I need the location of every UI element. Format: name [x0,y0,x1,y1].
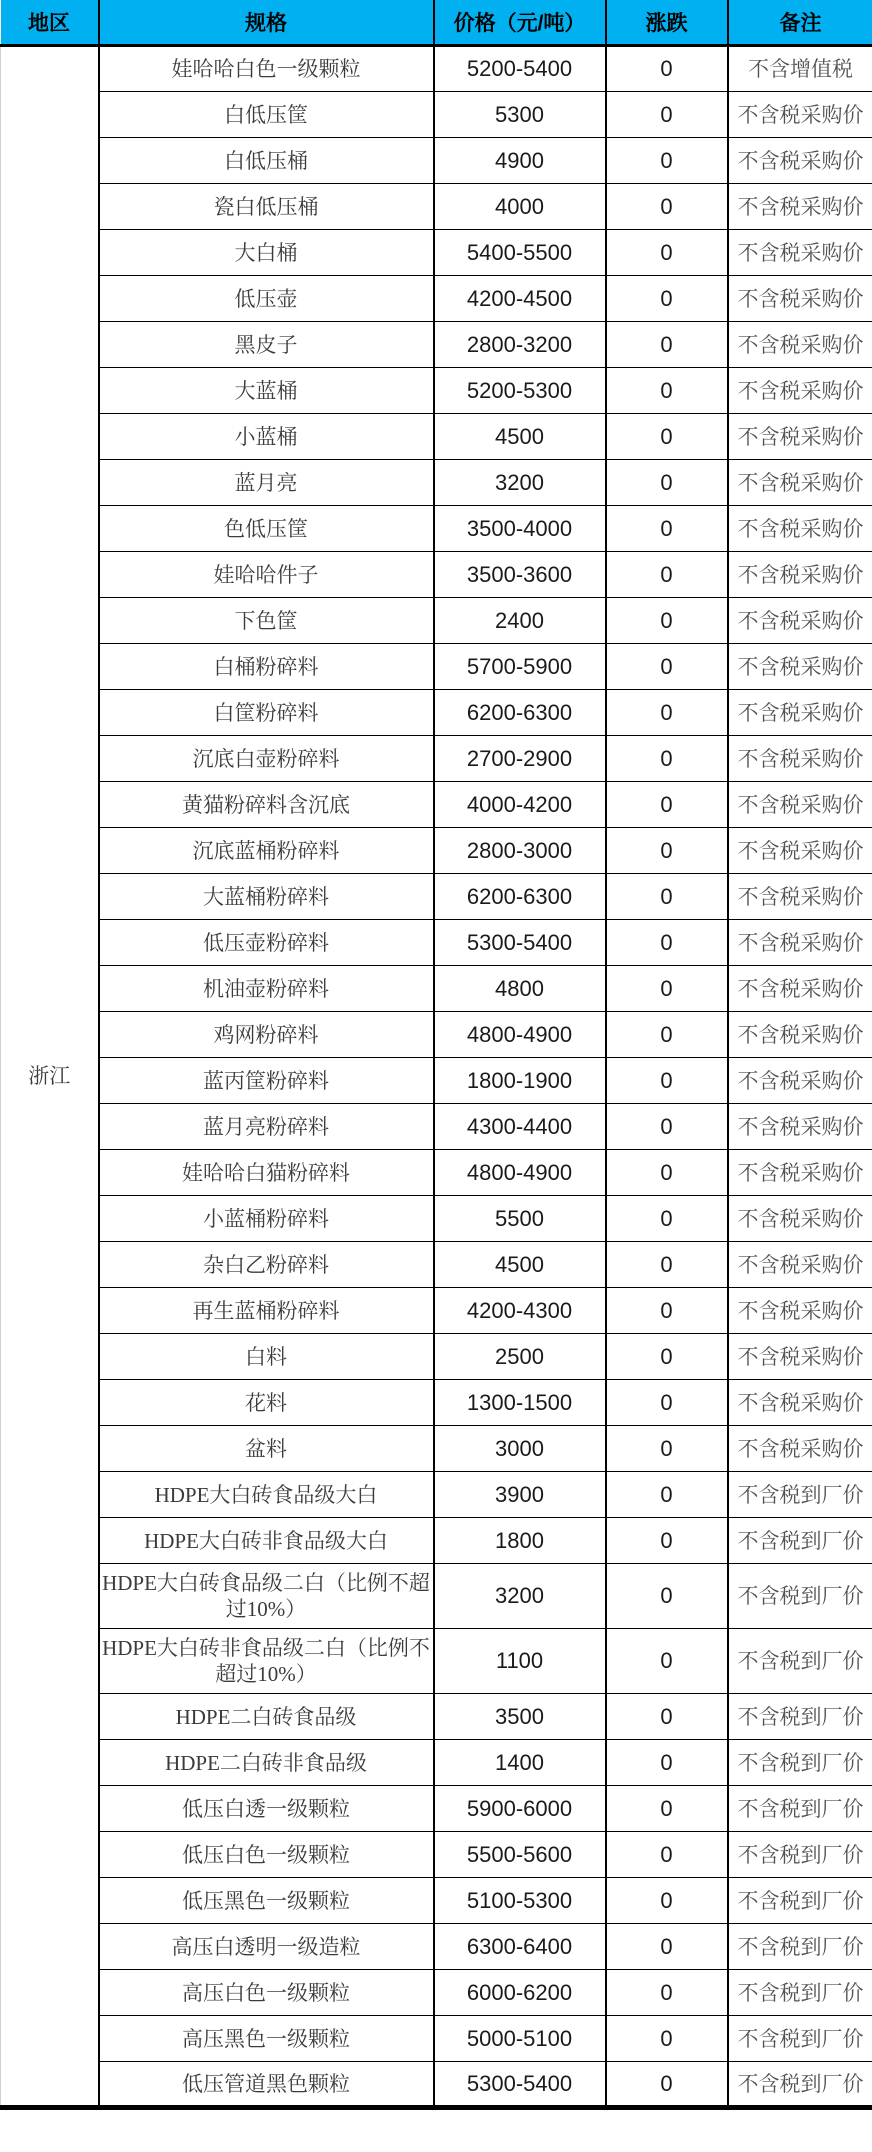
table-row [1,1629,872,1694]
price-cell: 4000-4200 [434,782,606,828]
note-cell: 不含税到厂价 [728,1564,872,1629]
spec-cell: HDPE二白砖非食品级 [99,1740,434,1786]
spec-cell: 低压白色一级颗粒 [99,1832,434,1878]
change-cell: 0 [606,322,728,368]
change-cell: 0 [606,1564,728,1629]
table-row [1,1970,872,2016]
note-cell: 不含税采购价 [728,1426,872,1472]
change-cell: 0 [606,736,728,782]
price-cell: 4800-4900 [434,1150,606,1196]
price-cell: 3200 [434,460,606,506]
note-cell: 不含税到厂价 [728,2062,872,2108]
price-cell: 1800-1900 [434,1058,606,1104]
note-cell: 不含税到厂价 [728,1472,872,1518]
price-cell: 4000 [434,184,606,230]
table-row [1,690,872,736]
table-row [1,138,872,184]
change-cell: 0 [606,1694,728,1740]
table-row [1,1832,872,1878]
table-row [1,782,872,828]
table-row [1,598,872,644]
change-cell: 0 [606,460,728,506]
spec-cell: 高压白透明一级造粒 [99,1924,434,1970]
change-cell: 0 [606,184,728,230]
price-cell: 2500 [434,1334,606,1380]
note-cell: 不含税采购价 [728,322,872,368]
price-cell: 5300 [434,92,606,138]
note-cell: 不含税采购价 [728,506,872,552]
change-cell: 0 [606,2016,728,2062]
price-cell: 2400 [434,598,606,644]
table-row [1,1786,872,1832]
note-cell: 不含税采购价 [728,874,872,920]
spec-cell: 白桶粉碎料 [99,644,434,690]
spec-cell: 花料 [99,1380,434,1426]
price-cell: 3500-3600 [434,552,606,598]
spec-cell: 高压白色一级颗粒 [99,1970,434,2016]
col-header-spec: 规格 [99,0,434,46]
note-cell: 不含税采购价 [728,230,872,276]
change-cell: 0 [606,1740,728,1786]
price-cell: 2800-3200 [434,322,606,368]
note-cell: 不含税到厂价 [728,1924,872,1970]
spec-cell: HDPE大白砖非食品级大白 [99,1518,434,1564]
change-cell: 0 [606,644,728,690]
spec-cell: 沉底蓝桶粉碎料 [99,828,434,874]
change-cell: 0 [606,1832,728,1878]
table-row [1,184,872,230]
spec-cell: 大蓝桶 [99,368,434,414]
table-row [1,1518,872,1564]
spec-cell: 盆料 [99,1426,434,1472]
price-cell: 3200 [434,1564,606,1629]
change-cell: 0 [606,1380,728,1426]
table-row [1,1472,872,1518]
note-cell: 不含税到厂价 [728,1970,872,2016]
price-cell: 4300-4400 [434,1104,606,1150]
change-cell: 0 [606,506,728,552]
spec-cell: 小蓝桶粉碎料 [99,1196,434,1242]
change-cell: 0 [606,782,728,828]
col-header-change: 涨跌 [606,0,728,46]
change-cell: 0 [606,1426,728,1472]
note-cell: 不含税到厂价 [728,1786,872,1832]
table-row [1,46,872,92]
table-row [1,1196,872,1242]
spec-cell: 白筐粉碎料 [99,690,434,736]
table-row [1,2062,872,2108]
spec-cell: 黑皮子 [99,322,434,368]
note-cell: 不含税采购价 [728,368,872,414]
note-cell: 不含税采购价 [728,690,872,736]
spec-cell: 低压黑色一级颗粒 [99,1878,434,1924]
note-cell: 不含税采购价 [728,1104,872,1150]
price-cell: 4800-4900 [434,1012,606,1058]
price-cell: 6000-6200 [434,1970,606,2016]
price-cell: 5000-5100 [434,2016,606,2062]
table-row [1,414,872,460]
note-cell: 不含税采购价 [728,552,872,598]
change-cell: 0 [606,1012,728,1058]
table-row [1,1380,872,1426]
note-cell: 不含税采购价 [728,782,872,828]
price-cell: 3500-4000 [434,506,606,552]
note-cell: 不含税到厂价 [728,2016,872,2062]
spec-cell: HDPE大白砖非食品级二白（比例不超过10%） [99,1629,434,1694]
table-row [1,1058,872,1104]
price-cell: 5500 [434,1196,606,1242]
note-cell: 不含增值税 [728,46,872,92]
change-cell: 0 [606,1878,728,1924]
spec-cell: 娃哈哈白猫粉碎料 [99,1150,434,1196]
table-row [1,368,872,414]
price-cell: 5200-5300 [434,368,606,414]
price-cell: 1300-1500 [434,1380,606,1426]
spec-cell: HDPE大白砖食品级大白 [99,1472,434,1518]
change-cell: 0 [606,1518,728,1564]
table-row [1,1150,872,1196]
table-row [1,1242,872,1288]
change-cell: 0 [606,1970,728,2016]
price-table-body [1,46,872,2108]
table-row [1,92,872,138]
note-cell: 不含税采购价 [728,460,872,506]
spec-cell: 娃哈哈白色一级颗粒 [99,46,434,92]
price-cell: 1400 [434,1740,606,1786]
spec-cell: 黄猫粉碎料含沉底 [99,782,434,828]
price-cell: 2800-3000 [434,828,606,874]
spec-cell: 高压黑色一级颗粒 [99,2016,434,2062]
table-row [1,1104,872,1150]
change-cell: 0 [606,92,728,138]
change-cell: 0 [606,1288,728,1334]
table-row [1,920,872,966]
change-cell: 0 [606,230,728,276]
change-cell: 0 [606,1924,728,1970]
price-cell: 5700-5900 [434,644,606,690]
table-row [1,1924,872,1970]
change-cell: 0 [606,1196,728,1242]
change-cell: 0 [606,874,728,920]
price-cell: 5500-5600 [434,1832,606,1878]
change-cell: 0 [606,2062,728,2108]
table-row [1,1334,872,1380]
price-cell: 5400-5500 [434,230,606,276]
col-header-region: 地区 [1,0,99,46]
spec-cell: 杂白乙粉碎料 [99,1242,434,1288]
spec-cell: HDPE大白砖食品级二白（比例不超过10%） [99,1564,434,1629]
note-cell: 不含税到厂价 [728,1629,872,1694]
spec-cell: 白低压筐 [99,92,434,138]
note-cell: 不含税采购价 [728,1380,872,1426]
price-cell: 5200-5400 [434,46,606,92]
spec-cell: 低压壶粉碎料 [99,920,434,966]
change-cell: 0 [606,1334,728,1380]
change-cell: 0 [606,1786,728,1832]
table-row [1,1878,872,1924]
change-cell: 0 [606,828,728,874]
change-cell: 0 [606,368,728,414]
note-cell: 不含税采购价 [728,1012,872,1058]
note-cell: 不含税采购价 [728,828,872,874]
change-cell: 0 [606,46,728,92]
note-cell: 不含税到厂价 [728,1832,872,1878]
note-cell: 不含税到厂价 [728,1878,872,1924]
spec-cell: 低压壶 [99,276,434,322]
table-row [1,966,872,1012]
change-cell: 0 [606,598,728,644]
note-cell: 不含税采购价 [728,1242,872,1288]
table-row [1,736,872,782]
spec-cell: 再生蓝桶粉碎料 [99,1288,434,1334]
table-row [1,1740,872,1786]
price-cell: 4200-4300 [434,1288,606,1334]
table-row [1,828,872,874]
price-cell: 3500 [434,1694,606,1740]
change-cell: 0 [606,1058,728,1104]
table-row [1,1694,872,1740]
spec-cell: 色低压筐 [99,506,434,552]
table-row [1,460,872,506]
price-cell: 2700-2900 [434,736,606,782]
spec-cell: 白低压桶 [99,138,434,184]
note-cell: 不含税到厂价 [728,1740,872,1786]
spec-cell: 沉底白壶粉碎料 [99,736,434,782]
table-row [1,322,872,368]
note-cell: 不含税采购价 [728,414,872,460]
note-cell: 不含税采购价 [728,276,872,322]
note-cell: 不含税采购价 [728,736,872,782]
price-cell: 6300-6400 [434,1924,606,1970]
price-cell: 5900-6000 [434,1786,606,1832]
table-row [1,2016,872,2062]
note-cell: 不含税采购价 [728,1150,872,1196]
spec-cell: 蓝丙筐粉碎料 [99,1058,434,1104]
table-row [1,1288,872,1334]
price-cell: 6200-6300 [434,690,606,736]
spec-cell: 白料 [99,1334,434,1380]
table-row [1,644,872,690]
price-cell: 1800 [434,1518,606,1564]
spec-cell: 蓝月亮粉碎料 [99,1104,434,1150]
spec-cell: 大白桶 [99,230,434,276]
change-cell: 0 [606,414,728,460]
change-cell: 0 [606,1242,728,1288]
change-cell: 0 [606,920,728,966]
table-row [1,1426,872,1472]
table-row [1,1012,872,1058]
price-cell: 4900 [434,138,606,184]
note-cell: 不含税采购价 [728,598,872,644]
spec-cell: 低压管道黑色颗粒 [99,2062,434,2108]
price-cell: 6200-6300 [434,874,606,920]
table-row [1,552,872,598]
spec-cell: 机油壶粉碎料 [99,966,434,1012]
price-cell: 4800 [434,966,606,1012]
change-cell: 0 [606,138,728,184]
table-row [1,506,872,552]
col-header-note: 备注 [728,0,872,46]
spec-cell: 低压白透一级颗粒 [99,1786,434,1832]
price-cell: 4200-4500 [434,276,606,322]
spec-cell: 鸡网粉碎料 [99,1012,434,1058]
note-cell: 不含税采购价 [728,138,872,184]
change-cell: 0 [606,1150,728,1196]
note-cell: 不含税采购价 [728,184,872,230]
price-cell: 5300-5400 [434,2062,606,2108]
change-cell: 0 [606,1104,728,1150]
note-cell: 不含税到厂价 [728,1694,872,1740]
table-row [1,230,872,276]
spec-cell: 小蓝桶 [99,414,434,460]
col-header-price: 价格（元/吨） [434,0,606,46]
header-row [1,0,872,46]
note-cell: 不含税采购价 [728,1196,872,1242]
change-cell: 0 [606,276,728,322]
change-cell: 0 [606,966,728,1012]
spec-cell: 瓷白低压桶 [99,184,434,230]
table-row [1,874,872,920]
price-cell: 5300-5400 [434,920,606,966]
table-row [1,276,872,322]
note-cell: 不含税到厂价 [728,1518,872,1564]
note-cell: 不含税采购价 [728,1288,872,1334]
note-cell: 不含税采购价 [728,1334,872,1380]
table-row [1,1564,872,1629]
price-cell: 3000 [434,1426,606,1472]
note-cell: 不含税采购价 [728,644,872,690]
change-cell: 0 [606,552,728,598]
price-cell: 5100-5300 [434,1878,606,1924]
change-cell: 0 [606,1472,728,1518]
price-cell: 3900 [434,1472,606,1518]
spec-cell: 大蓝桶粉碎料 [99,874,434,920]
note-cell: 不含税采购价 [728,966,872,1012]
price-cell: 4500 [434,1242,606,1288]
note-cell: 不含税采购价 [728,920,872,966]
change-cell: 0 [606,1629,728,1694]
price-cell: 4500 [434,414,606,460]
note-cell: 不含税采购价 [728,92,872,138]
spec-cell: 娃哈哈件子 [99,552,434,598]
spec-cell: HDPE二白砖食品级 [99,1694,434,1740]
region-cell: 浙江 [1,46,99,2108]
spec-cell: 下色筐 [99,598,434,644]
note-cell: 不含税采购价 [728,1058,872,1104]
spec-cell: 蓝月亮 [99,460,434,506]
price-cell: 1100 [434,1629,606,1694]
change-cell: 0 [606,690,728,736]
